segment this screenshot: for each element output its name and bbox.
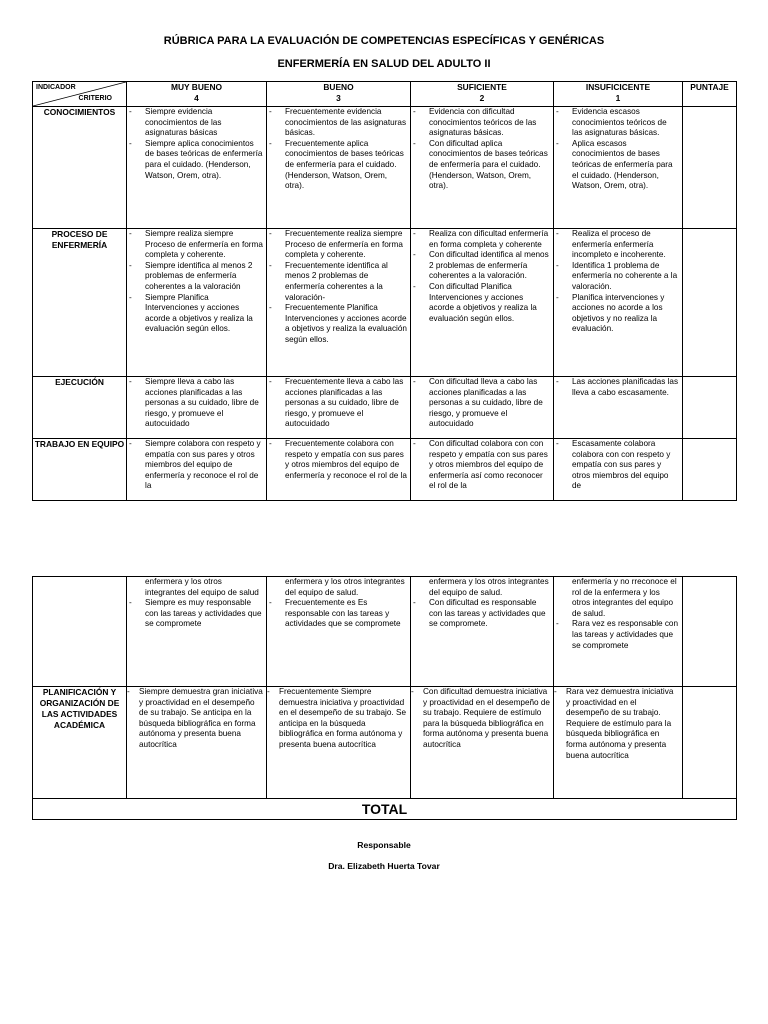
document-subtitle: ENFERMERÍA EN SALUD DEL ADULTO II <box>277 58 491 70</box>
descriptor-cell-bueno <box>267 377 411 439</box>
rubric-table-page2 <box>32 576 737 820</box>
descriptor-continuation-text: enfermera y los otros integrantes del equipo de salud. <box>285 577 405 597</box>
descriptor-list <box>267 377 410 430</box>
descriptor-item: - Con dificultad lleva a cabo las acciones planificadas a las personas a su cuidado, libre de riesgo, y promueve el autocuidado <box>411 377 553 430</box>
descriptor-continuation-text: enfermera y los otros integrantes del equipo de salud <box>145 577 259 597</box>
descriptor-item: - Realiza el proceso de enfermería enfermería incompleto e incoherente. <box>554 229 682 261</box>
descriptor-item: - Con dificultad aplica conocimientos de bases teóricas de enfermería para el cuidado. (Henderson, Watson, Orem, otra). <box>411 139 553 192</box>
descriptor-list <box>267 229 410 346</box>
descriptor-item: - Con dificultad identifica al menos 2 problemas de enfermería coherentes a la valoración. <box>411 250 553 282</box>
criterion-label: TRABAJO EN EQUIPO <box>33 439 127 501</box>
descriptor-list <box>267 107 410 192</box>
descriptor-list <box>127 439 266 492</box>
descriptor-cell-bueno <box>267 229 411 377</box>
criterion-row <box>33 229 737 377</box>
descriptor-cell-bueno <box>267 439 411 501</box>
descriptor-item: - Con dificultad demuestra iniciativa y proactividad en el desempeño de su trabajo. Requiere de estímulo para la búsqueda bibliográfica en forma autónoma y presenta buena autocrítica <box>411 687 553 751</box>
descriptor-list <box>411 377 553 430</box>
total-row <box>33 799 737 820</box>
rubric-table-page1 <box>32 81 737 501</box>
criterion-label: PROCESO DE ENFERMERÍA <box>33 229 127 377</box>
descriptor-cell-insuficiente <box>554 229 683 377</box>
criterion-row <box>33 107 737 229</box>
descriptor-item: - Frecuentemente identifica al menos 2 problemas de enfermería coherentes a la valoración- <box>267 261 410 303</box>
descriptor-item: - Siempre lleva a cabo las acciones planificadas a las personas a su cuidado, libre de riesgo, y promueve el autocuidado <box>127 377 266 430</box>
descriptor-list <box>554 439 682 492</box>
criterion-label: CONOCIMIENTOS <box>33 107 127 229</box>
descriptor-cell-insuficiente <box>554 577 683 687</box>
descriptor-item: - Frecuentemente realiza siempre Proceso de enfermería en forma completa y coherente. <box>267 229 410 261</box>
descriptor-list <box>554 377 682 398</box>
descriptor-list <box>411 229 553 324</box>
descriptor-list <box>554 687 682 761</box>
criterion-label: PLANIFICACIÓN Y ORGANIZACIÓN DE LAS ACTIVIDADES ACADÉMICA <box>33 687 127 799</box>
descriptor-item: - Identifica 1 problema de enfermería no coherente a la valoración. <box>554 261 682 293</box>
descriptor-item: - Frecuentemente colabora con respeto y empatía con sus pares y otros miembros del equipo de enfermería y reconoce el rol de la <box>267 439 410 481</box>
document-title: RÚBRICA PARA LA EVALUACIÓN DE COMPETENCIAS ESPECÍFICAS Y GENÉRICAS <box>163 35 605 47</box>
descriptor-item: - Las acciones planificadas las lleva a cabo escasamente. <box>554 377 682 398</box>
descriptor-list <box>267 598 410 630</box>
descriptor-item: - Evidencia con dificultad conocimientos teóricos de las asignaturas básicas. <box>411 107 553 139</box>
level-header-insuficiente: INSUFICICENTE 1 <box>554 82 683 107</box>
descriptor-item: - Con dificultad colabora con con respeto y empatía con sus pares y otros miembros del equipo de enfermería así como reconocer el rol de la <box>411 439 553 492</box>
descriptor-list <box>127 377 266 430</box>
criterion-label-empty <box>33 577 127 687</box>
descriptor-item: - Con dificultad es responsable con las tareas y actividades que se compromete. <box>411 598 553 630</box>
points-cell <box>683 687 737 799</box>
descriptor-list <box>267 687 410 751</box>
descriptor-cell-suficiente <box>411 577 554 687</box>
descriptor-continuation-text: enfermera y los otros integrantes del equipo de salud. <box>429 577 549 597</box>
indicator-label: INDICADOR <box>36 84 76 91</box>
points-header: PUNTAJE <box>683 82 737 107</box>
descriptor-cell-bueno <box>267 687 411 799</box>
points-cell <box>683 107 737 229</box>
descriptor-list <box>554 229 682 335</box>
descriptor-cell-muy-bueno <box>127 229 267 377</box>
descriptor-continuation-text: enfermería y no rreconoce el rol de la enfermera y los otros integrantes del equipo de salud. <box>572 577 677 618</box>
criterion-label: CRITERIO <box>78 95 112 103</box>
descriptor-list <box>127 687 266 751</box>
descriptor-cell-suficiente <box>411 107 554 229</box>
descriptor-list <box>554 619 682 651</box>
descriptor-list <box>267 439 410 481</box>
descriptor-item: - Rara vez es responsable con las tareas y actividades que se compromete <box>554 619 682 651</box>
descriptor-cell-suficiente <box>411 687 554 799</box>
descriptor-cell-insuficiente <box>554 377 683 439</box>
descriptor-list <box>411 439 553 492</box>
header-row <box>33 82 737 107</box>
points-cell <box>683 439 737 501</box>
descriptor-item: - Siempre aplica conocimientos de bases teóricas de enfermería para el cuidado. (Henderson, Watson, Orem, otra). <box>127 139 266 181</box>
signature-name: Dra. Elizabeth Huerta Tovar <box>328 861 440 871</box>
descriptor-list <box>554 107 682 192</box>
descriptor-list <box>127 107 266 181</box>
descriptor-cell-bueno <box>267 107 411 229</box>
criterion-row <box>33 687 737 799</box>
descriptor-item: - Rara vez demuestra iniciativa y proactividad en el desempeño de su trabajo. Requiere de estímulo para la búsqueda bibliográfica en forma autónoma y presenta buena autocrítica <box>554 687 682 761</box>
descriptor-item: - Frecuentemente es Es responsable con las tareas y actividades que se compromete <box>267 598 410 630</box>
descriptor-item: - Siempre colabora con respeto y empatía con sus pares y otros miembros del equipo de enfermería y reconoce el rol de la <box>127 439 266 492</box>
descriptor-item: - Con dificultad Planifica Intervenciones y acciones acorde a objetivos y realiza la evaluación según ellos. <box>411 282 553 324</box>
descriptor-item: - Siempre evidencia conocimientos de las asignaturas básicas <box>127 107 266 139</box>
descriptor-cell-muy-bueno <box>127 687 267 799</box>
points-cell <box>683 229 737 377</box>
level-header-suficiente: SUFICIENTE 2 <box>411 82 554 107</box>
points-cell <box>683 377 737 439</box>
criterion-row <box>33 439 737 501</box>
descriptor-item: - Frecuentemente Planifica Intervenciones y acciones acorde a objetivos y realiza la evaluación según ellos. <box>267 303 410 345</box>
descriptor-item: - Siempre Planifica Intervenciones y acciones acorde a objetivos y realiza la evaluación según ellos. <box>127 293 266 335</box>
descriptor-cell-insuficiente <box>554 687 683 799</box>
total-label: TOTAL <box>33 799 737 820</box>
descriptor-item: - Aplica escasos conocimientos de bases teóricas de enfermería para el cuidado. (Henderson, Watson, Orem, otra). <box>554 139 682 192</box>
descriptor-cell-suficiente <box>411 377 554 439</box>
descriptor-list <box>127 229 266 335</box>
criterion-row <box>33 377 737 439</box>
descriptor-item: - Frecuentemente evidencia conocimientos de las asignaturas básicas. <box>267 107 410 139</box>
descriptor-cell-muy-bueno <box>127 439 267 501</box>
descriptor-list <box>411 598 553 630</box>
signature-role: Responsable <box>357 840 411 850</box>
criterion-label: EJECUCIÓN <box>33 377 127 439</box>
descriptor-item: - Frecuentemente lleva a cabo las acciones planificadas a las personas a su cuidado, libre de riesgo, y promueve el autocuidado <box>267 377 410 430</box>
indicator-criterion-header <box>33 82 127 107</box>
descriptor-item: - Siempre demuestra gran iniciativa y proactividad en el desempeño de su trabajo. Se anticipa en la búsqueda bibliográfica en forma autónoma y presenta buena autocrítica <box>127 687 266 751</box>
level-header-bueno: BUENO 3 <box>267 82 411 107</box>
descriptor-cell-insuficiente <box>554 439 683 501</box>
criterion-row-continued <box>33 577 737 687</box>
descriptor-item: - Realiza con dificultad enfermería en forma completa y coherente <box>411 229 553 250</box>
descriptor-item: - Planifica intervenciones y acciones no acorde a los objetivos y no realiza la evaluación. <box>554 293 682 335</box>
descriptor-item: - Escasamente colabora colabora con con respeto y empatía con sus pares y otros miembros del equipo de <box>554 439 682 492</box>
descriptor-list <box>411 107 553 192</box>
descriptor-item: - Frecuentemente Siempre demuestra iniciativa y proactividad en el desempeño de su trabajo. Se anticipa en la búsqueda bibliográfica en forma autónoma y presenta buena autocrítica <box>267 687 410 751</box>
descriptor-item: - Siempre realiza siempre Proceso de enfermería en forma completa y coherente. <box>127 229 266 261</box>
descriptor-cell-bueno <box>267 577 411 687</box>
descriptor-cell-insuficiente <box>554 107 683 229</box>
descriptor-item: - Evidencia escasos conocimientos teóricos de las asignaturas básicas. <box>554 107 682 139</box>
descriptor-cell-muy-bueno <box>127 577 267 687</box>
descriptor-item: - Siempre identifica al menos 2 problemas de enfermería coherentes a la valoración <box>127 261 266 293</box>
descriptor-cell-muy-bueno <box>127 107 267 229</box>
descriptor-cell-suficiente <box>411 229 554 377</box>
descriptor-list <box>127 598 266 630</box>
level-header-muy-bueno: MUY BUENO 4 <box>127 82 267 107</box>
descriptor-item: - Frecuentemente aplica conocimientos de bases teóricas de enfermería para el cuidado. (Henderson, Watson, Orem, otra). <box>267 139 410 192</box>
descriptor-cell-muy-bueno <box>127 377 267 439</box>
descriptor-list <box>411 687 553 751</box>
descriptor-cell-suficiente <box>411 439 554 501</box>
points-cell <box>683 577 737 687</box>
descriptor-item: - Siempre es muy responsable con las tareas y actividades que se compromete <box>127 598 266 630</box>
